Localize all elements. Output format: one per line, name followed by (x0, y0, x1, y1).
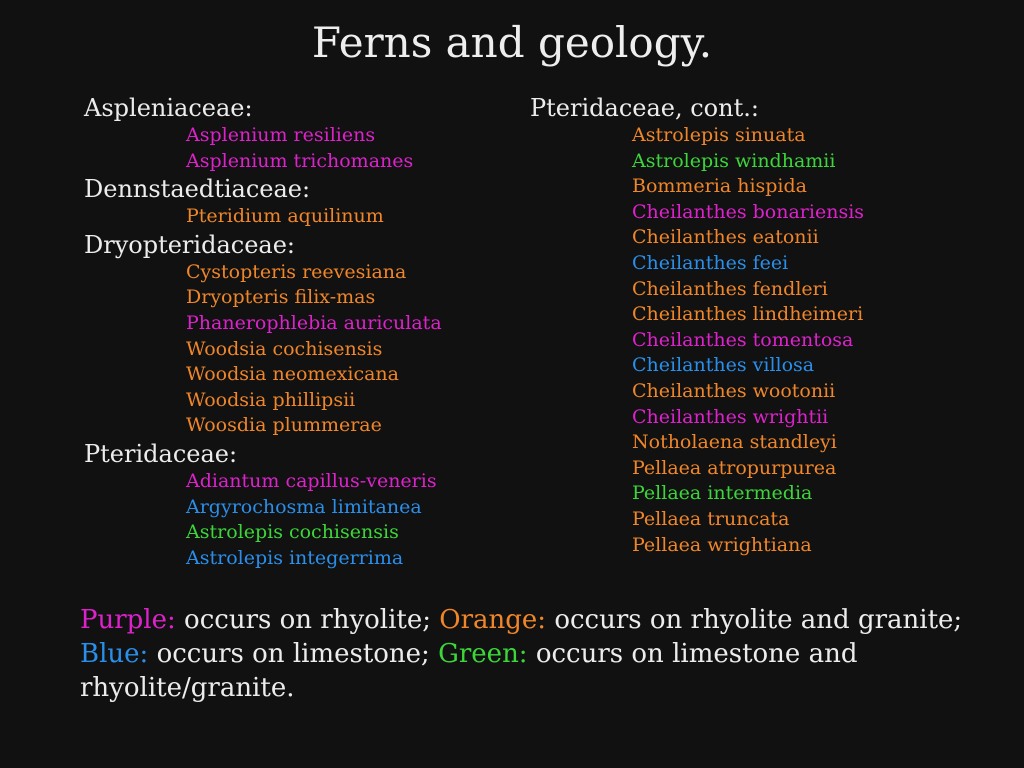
species-item: Cheilanthes tomentosa (632, 328, 854, 351)
species-item: Cystopteris reevesiana (186, 260, 407, 283)
slide-title: Ferns and geology. (311, 18, 713, 67)
species-item: Pteridium aquilinum (186, 205, 384, 228)
legend-purple-label: Purple: (80, 605, 176, 635)
species-item: Dryopteris filix-mas (186, 286, 376, 309)
species-item: Adiantum capillus-veneris (186, 469, 437, 492)
species-item: Pellaea atropurpurea (632, 456, 837, 479)
family-heading: Pteridaceae: (84, 439, 238, 468)
species-item: Asplenium trichomanes (186, 149, 414, 172)
species-item: Cheilanthes villosa (632, 354, 815, 377)
species-item: Cheilanthes feei (632, 251, 789, 274)
species-item: Phanerophlebia auriculata (186, 311, 442, 334)
left-species-column (84, 93, 442, 571)
family-heading: Dennstaedtiaceae: (84, 175, 311, 204)
species-item: Astrolepis sinuata (632, 124, 806, 146)
species-item: Cheilanthes fendleri (632, 277, 828, 300)
legend-purple-text: occurs on rhyolite; (175, 605, 440, 635)
species-item: Astrolepis integerrima (186, 546, 404, 569)
species-item: Cheilanthes eatonii (632, 226, 819, 249)
legend-orange-label: Orange: (439, 605, 547, 635)
species-item: Astrolepis cochisensis (186, 521, 399, 544)
species-item: Argyrochosma limitanea (186, 495, 422, 518)
legend-green-label: Green: (438, 639, 528, 669)
species-item: Woodsia phillipsii (186, 388, 356, 411)
species-item: Pellaea truncata (632, 507, 790, 530)
family-heading: Dryopteridaceae: (84, 230, 295, 259)
right-species-column (530, 93, 864, 558)
family-heading: Pteridaceae, cont.: (530, 94, 759, 122)
species-item: Astrolepis windhamii (632, 149, 836, 172)
species-item: Woodsia neomexicana (186, 363, 399, 386)
species-item: Cheilanthes lindheimeri (632, 303, 864, 326)
species-item: Asplenium resiliens (186, 124, 376, 146)
species-item: Pellaea intermedia (632, 482, 813, 505)
species-item: Cheilanthes wootonii (632, 379, 836, 402)
species-item: Woosdia plummerae (186, 414, 382, 437)
species-item: Notholaena standleyi (632, 431, 837, 454)
legend-blue-label: Blue: (80, 639, 149, 669)
color-legend (80, 603, 1015, 705)
species-item: Pellaea wrightiana (632, 533, 812, 556)
species-item: Cheilanthes bonariensis (632, 200, 865, 223)
species-item: Bommeria hispida (632, 175, 807, 198)
legend-green-text: occurs on limestone and rhyolite/granite. (80, 639, 858, 703)
legend-orange-text: occurs on rhyolite and granite; (546, 605, 963, 635)
family-heading: Aspleniaceae: (84, 94, 253, 122)
legend-blue-text: occurs on limestone; (148, 639, 439, 669)
species-item: Woodsia cochisensis (186, 337, 383, 360)
species-item: Cheilanthes wrightii (632, 405, 829, 428)
